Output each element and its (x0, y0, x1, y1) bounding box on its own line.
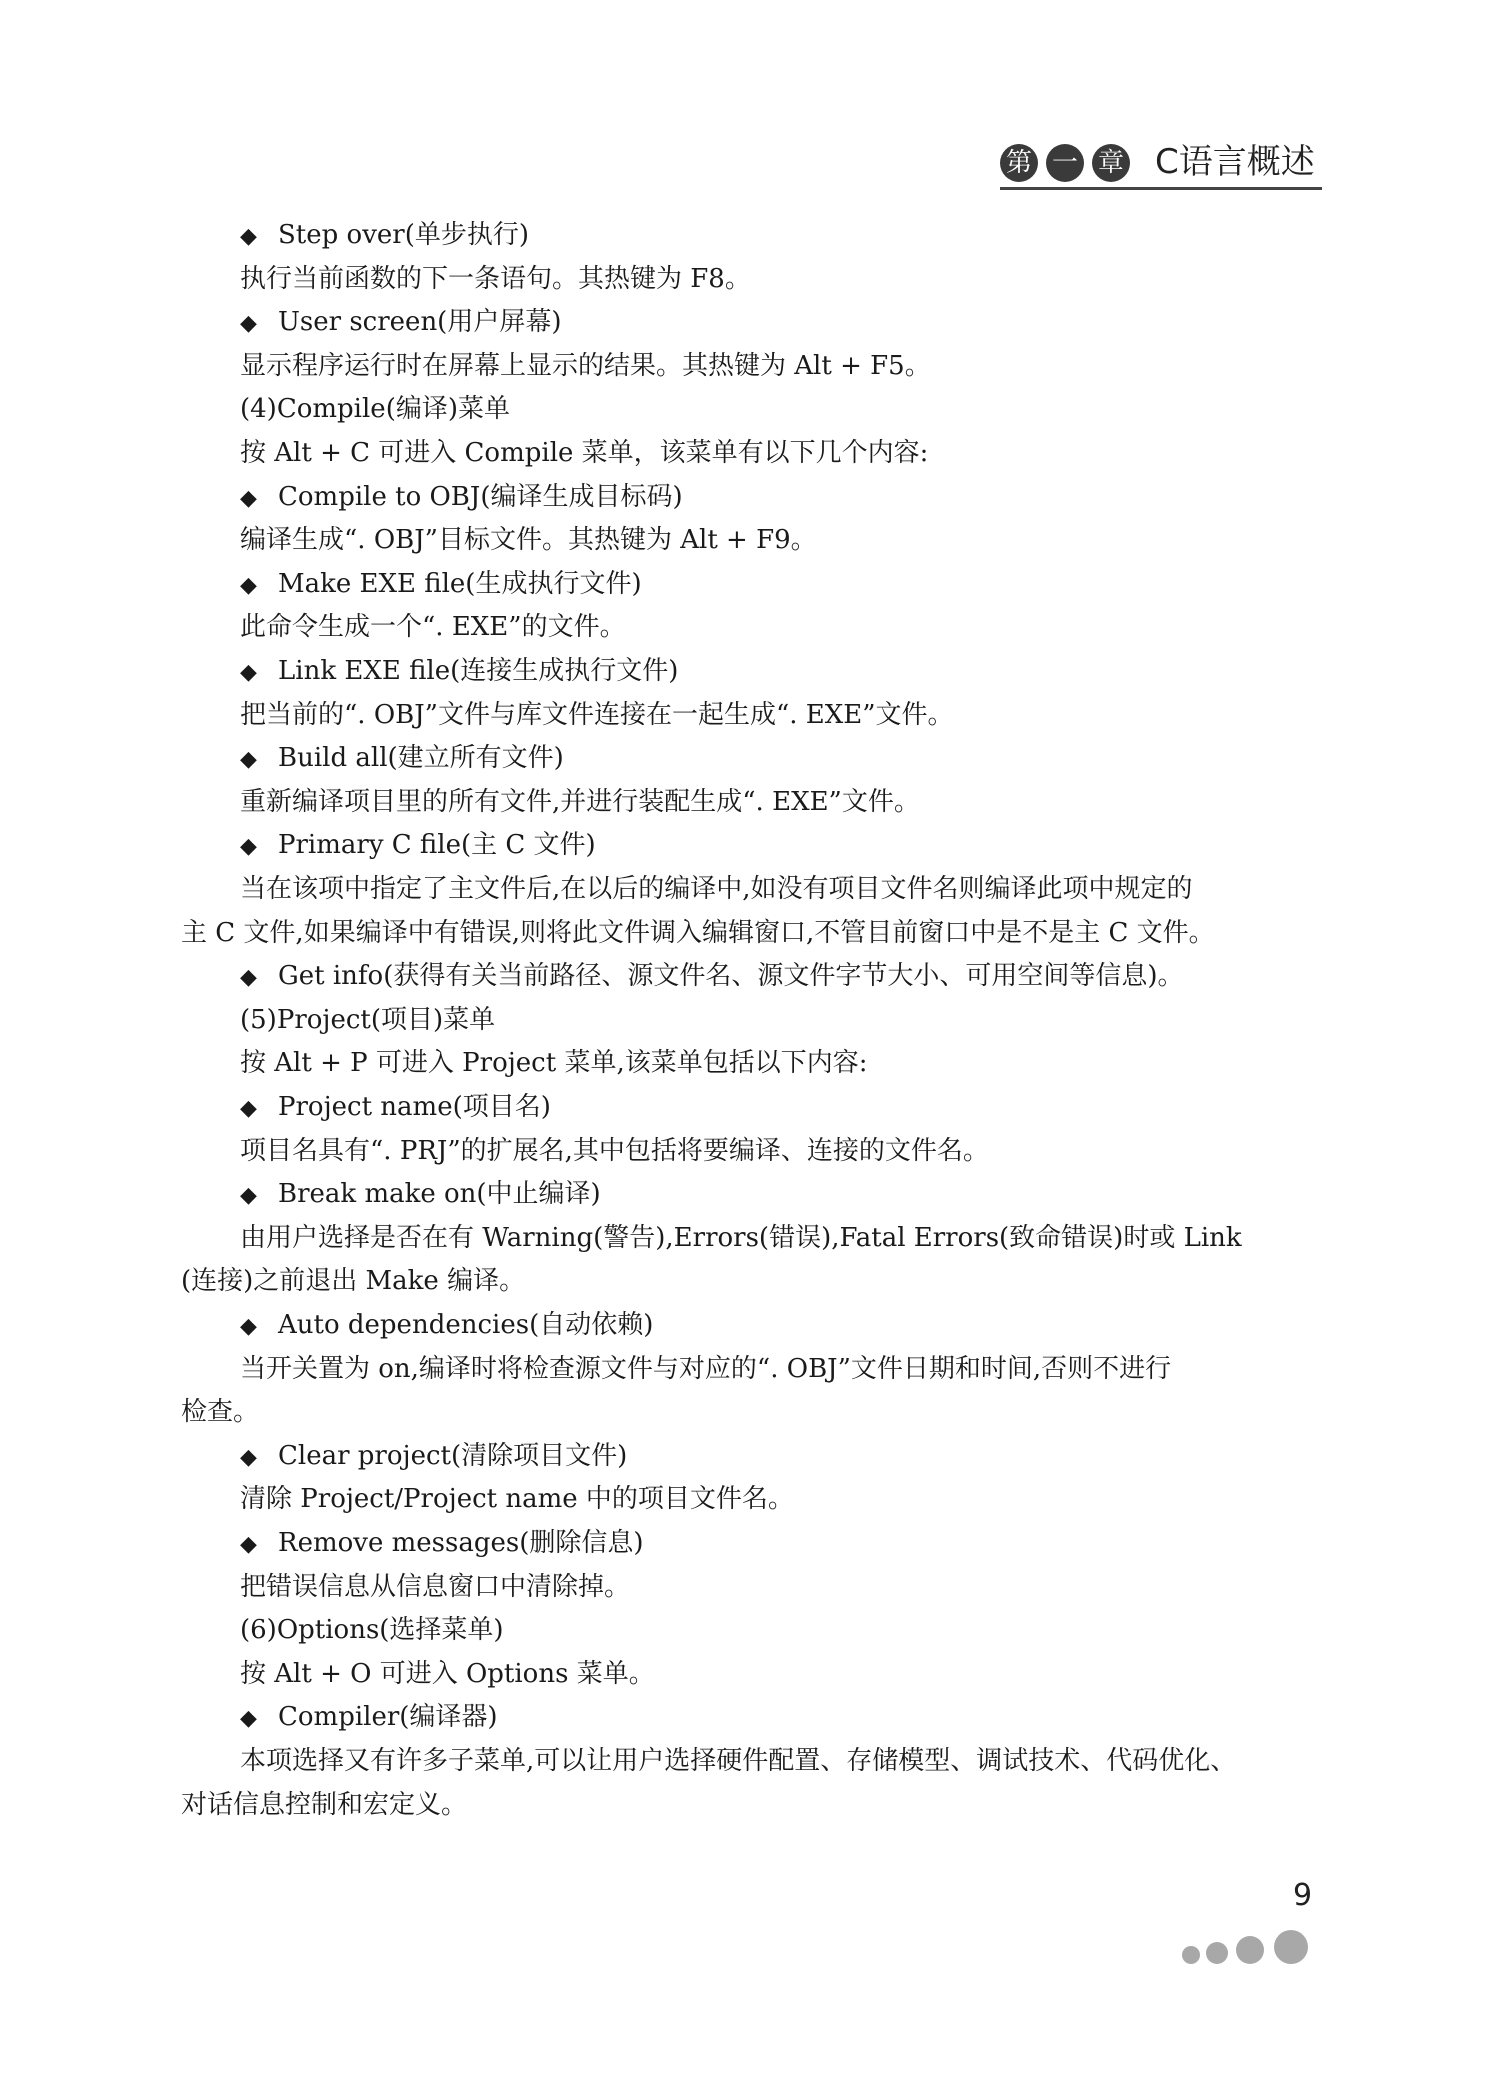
paragraph-continuation: (连接)之前退出 Make 编译。 (181, 1266, 526, 1296)
diamond-bullet-icon: ◆ (240, 834, 257, 859)
chapter-char-1: 第 (1000, 144, 1038, 182)
bullet-item (240, 1308, 653, 1342)
paragraph-line: 按 Alt + P 可进入 Project 菜单,该菜单包括以下内容: (240, 1048, 868, 1078)
page-number: 9 (1293, 1878, 1313, 1913)
dot-2 (1206, 1942, 1228, 1964)
diamond-bullet-icon: ◆ (240, 660, 257, 685)
dot-3 (1236, 1936, 1264, 1964)
paragraph-line: 编译生成“. OBJ”目标文件。其热键为 Alt + F9。 (240, 525, 817, 555)
dot-1 (1182, 1946, 1200, 1964)
paragraph-continuation: 对话信息控制和宏定义。 (181, 1790, 468, 1820)
bullet-item (240, 567, 642, 601)
bullet-text: Get info(获得有关当前路径、源文件名、源文件字节大小、可用空间等信息)。 (278, 961, 1184, 991)
paragraph-line: 此命令生成一个“. EXE”的文件。 (240, 612, 626, 642)
paragraph-line: 清除 Project/Project name 中的项目文件名。 (240, 1484, 794, 1514)
chapter-char-2: 一 (1046, 144, 1084, 182)
diamond-bullet-icon: ◆ (240, 1532, 257, 1557)
diamond-bullet-icon: ◆ (240, 1314, 257, 1339)
paragraph-line: 按 Alt + C 可进入 Compile 菜单，该菜单有以下几个内容: (240, 438, 929, 468)
chapter-char-3: 章 (1092, 144, 1130, 182)
paragraph-line: 把当前的“. OBJ”文件与库文件连接在一起生成“. EXE”文件。 (240, 700, 954, 730)
diamond-bullet-icon: ◆ (240, 311, 257, 336)
paragraph-line: (5)Project(项目)菜单 (240, 1005, 496, 1035)
paragraph-line: 本项选择又有许多子菜单,可以让用户选择硬件配置、存储模型、调试技术、代码优化、 (240, 1746, 1237, 1776)
bullet-text: Build all(建立所有文件) (278, 743, 564, 773)
paragraph-line: 当在该项中指定了主文件后,在以后的编译中,如没有项目文件名则编译此项中规定的 (240, 874, 1193, 904)
paragraph-continuation: 主 C 文件,如果编译中有错误,则将此文件调入编辑窗口,不管目前窗口中是不是主 C 文件。 (181, 918, 1215, 948)
diamond-bullet-icon: ◆ (240, 965, 257, 990)
diamond-bullet-icon: ◆ (240, 486, 257, 511)
bullet-text: Link EXE file(连接生成执行文件) (278, 656, 679, 686)
diamond-bullet-icon: ◆ (240, 1706, 257, 1731)
paragraph-line: 把错误信息从信息窗口中清除掉。 (240, 1572, 631, 1602)
chapter-header (1000, 138, 1322, 190)
bullet-item (240, 480, 683, 514)
bullet-text: Remove messages(删除信息) (278, 1528, 644, 1558)
bullet-text: Project name(项目名) (278, 1092, 551, 1122)
diamond-bullet-icon: ◆ (240, 747, 257, 772)
diamond-bullet-icon: ◆ (240, 224, 257, 249)
paragraph-line: 显示程序运行时在屏幕上显示的结果。其热键为 Alt + F5。 (240, 351, 931, 381)
bullet-item (240, 1526, 644, 1560)
bullet-text: Clear project(清除项目文件) (278, 1441, 628, 1471)
bullet-text: Compiler(编译器) (278, 1702, 498, 1732)
bullet-item (240, 654, 678, 688)
paragraph-line: 当开关置为 on,编译时将检查源文件与对应的“. OBJ”文件日期和时间,否则不进行 (240, 1354, 1172, 1384)
bullet-text: Primary C file(主 C 文件) (278, 830, 596, 860)
bullet-text: Break make on(中止编译) (278, 1179, 601, 1209)
chapter-title: C语言概述 (1155, 142, 1315, 182)
paragraph-line: (6)Options(选择菜单) (240, 1615, 504, 1645)
bullet-item (240, 1177, 601, 1211)
bullet-item (240, 305, 561, 339)
bullet-item (240, 828, 596, 862)
paragraph-line: 按 Alt + O 可进入 Options 菜单。 (240, 1659, 655, 1689)
diamond-bullet-icon: ◆ (240, 1096, 257, 1121)
diamond-bullet-icon: ◆ (240, 1183, 257, 1208)
bullet-text: Make EXE file(生成执行文件) (278, 569, 642, 599)
bullet-item (240, 1700, 498, 1734)
paragraph-line: 项目名具有“. PRJ”的扩展名,其中包括将要编译、连接的文件名。 (240, 1136, 989, 1166)
paragraph-line: 由用户选择是否在有 Warning(警告),Errors(错误),Fatal Errors(致命错误)时或 Link (240, 1223, 1242, 1253)
bullet-item (240, 959, 1184, 993)
paragraph-continuation: 检查。 (181, 1397, 260, 1427)
bullet-text: Step over(单步执行) (278, 220, 529, 250)
paragraph-line: (4)Compile(编译)菜单 (240, 394, 510, 424)
bullet-text: User screen(用户屏幕) (278, 307, 562, 337)
bullet-text: Compile to OBJ(编译生成目标码) (278, 482, 683, 512)
bullet-item (240, 741, 564, 775)
bullet-text: Auto dependencies(自动依赖) (278, 1310, 654, 1340)
dot-4 (1274, 1930, 1308, 1964)
bullet-item (240, 1090, 551, 1124)
diamond-bullet-icon: ◆ (240, 1445, 257, 1470)
bullet-item (240, 1439, 627, 1473)
bullet-item (240, 218, 529, 252)
paragraph-line: 执行当前函数的下一条语句。其热键为 F8。 (240, 264, 751, 294)
paragraph-line: 重新编译项目里的所有文件,并进行装配生成“. EXE”文件。 (240, 787, 920, 817)
diamond-bullet-icon: ◆ (240, 573, 257, 598)
